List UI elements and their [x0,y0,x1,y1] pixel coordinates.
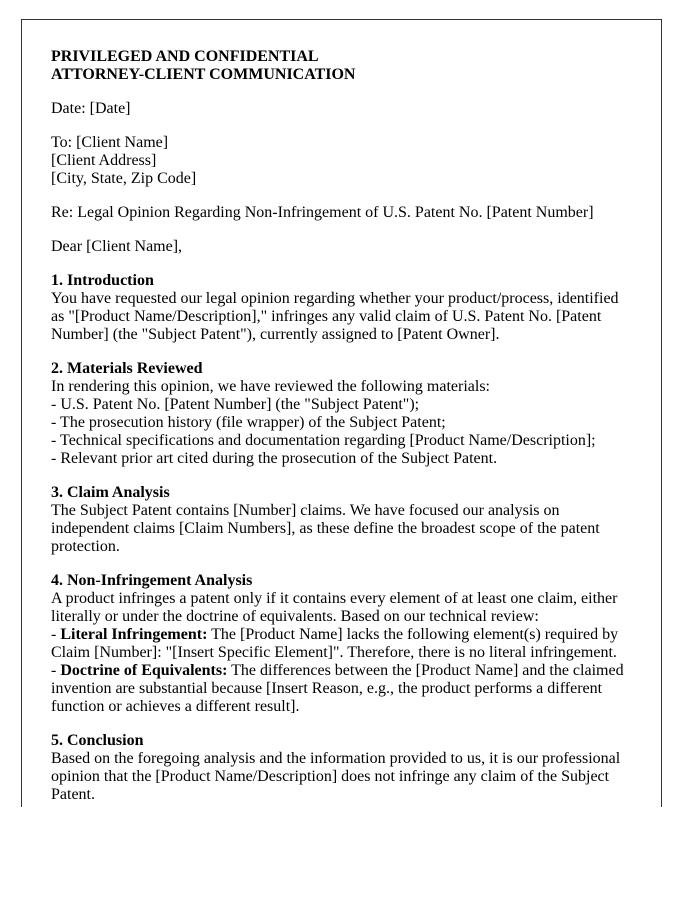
classification-header [51,48,631,84]
section-body-line: The Subject Patent contains [Number] claims. We have focused our analysis on independent claims [Claim Numbers], as these define the broadest scope of the patent protection. [51,502,600,555]
section-body-line: - Literal Infringement: The [Product Name] lacks the following element(s) required by Claim [Number]: "[Insert Specific Element]". Therefore, there is no literal infringement. [51,626,619,661]
section-body-line: You have requested our legal opinion regarding whether your product/process, identified as "[Product Name/Description]," infringes any valid claim of U.S. Patent No. [Patent Number] (the "Subject Patent"), currently assigned to [Patent Owner]. [51,290,619,343]
section-heading: 4. Non-Infringement Analysis [51,572,253,589]
letter-document [21,19,662,807]
section-heading: 2. Materials Reviewed [51,360,203,377]
date-line: Date: [Date] [51,100,131,117]
section [51,360,631,468]
classification-line: PRIVILEGED AND CONFIDENTIAL [51,48,319,65]
section-body-line: - Doctrine of Equivalents: The differences between the [Product Name] and the claimed invention are substantial because [Insert Reason, e.g., the product performs a different function or achieves a different result]. [51,662,624,715]
section-body-line: - Relevant prior art cited during the prosecution of the Subject Patent. [51,450,498,467]
recipient-line: [City, State, Zip Code] [51,170,197,187]
salutation: Dear [Client Name], [51,238,183,255]
section-body-line: - U.S. Patent No. [Patent Number] (the "Subject Patent"); [51,396,420,413]
section-body-line: - The prosecution history (file wrapper) of the Subject Patent; [51,414,446,431]
section [51,732,631,804]
section-heading: 1. Introduction [51,272,154,289]
section [51,572,631,716]
section-heading: 3. Claim Analysis [51,484,170,501]
section-body-line: - Technical specifications and documentation regarding [Product Name/Description]; [51,432,596,449]
recipient-line: To: [Client Name] [51,134,169,151]
classification-line: ATTORNEY-CLIENT COMMUNICATION [51,66,356,83]
section-body-line: Based on the foregoing analysis and the information provided to us, it is our professional opinion that the [Product Name/Description] does not infringe any claim of the Subject Patent. [51,750,621,803]
section-heading: 5. Conclusion [51,732,144,749]
recipient-block [51,134,631,188]
recipient-line: [Client Address] [51,152,157,169]
re-line: Re: Legal Opinion Regarding Non-Infringement of U.S. Patent No. [Patent Number] [51,204,594,221]
section-body-line: In rendering this opinion, we have reviewed the following materials: [51,378,490,395]
section-body-line: A product infringes a patent only if it contains every element of at least one claim, either literally or under the doctrine of equivalents. Based on our technical review: [51,590,618,625]
section [51,484,631,556]
sections-container [51,272,631,804]
section [51,272,631,344]
